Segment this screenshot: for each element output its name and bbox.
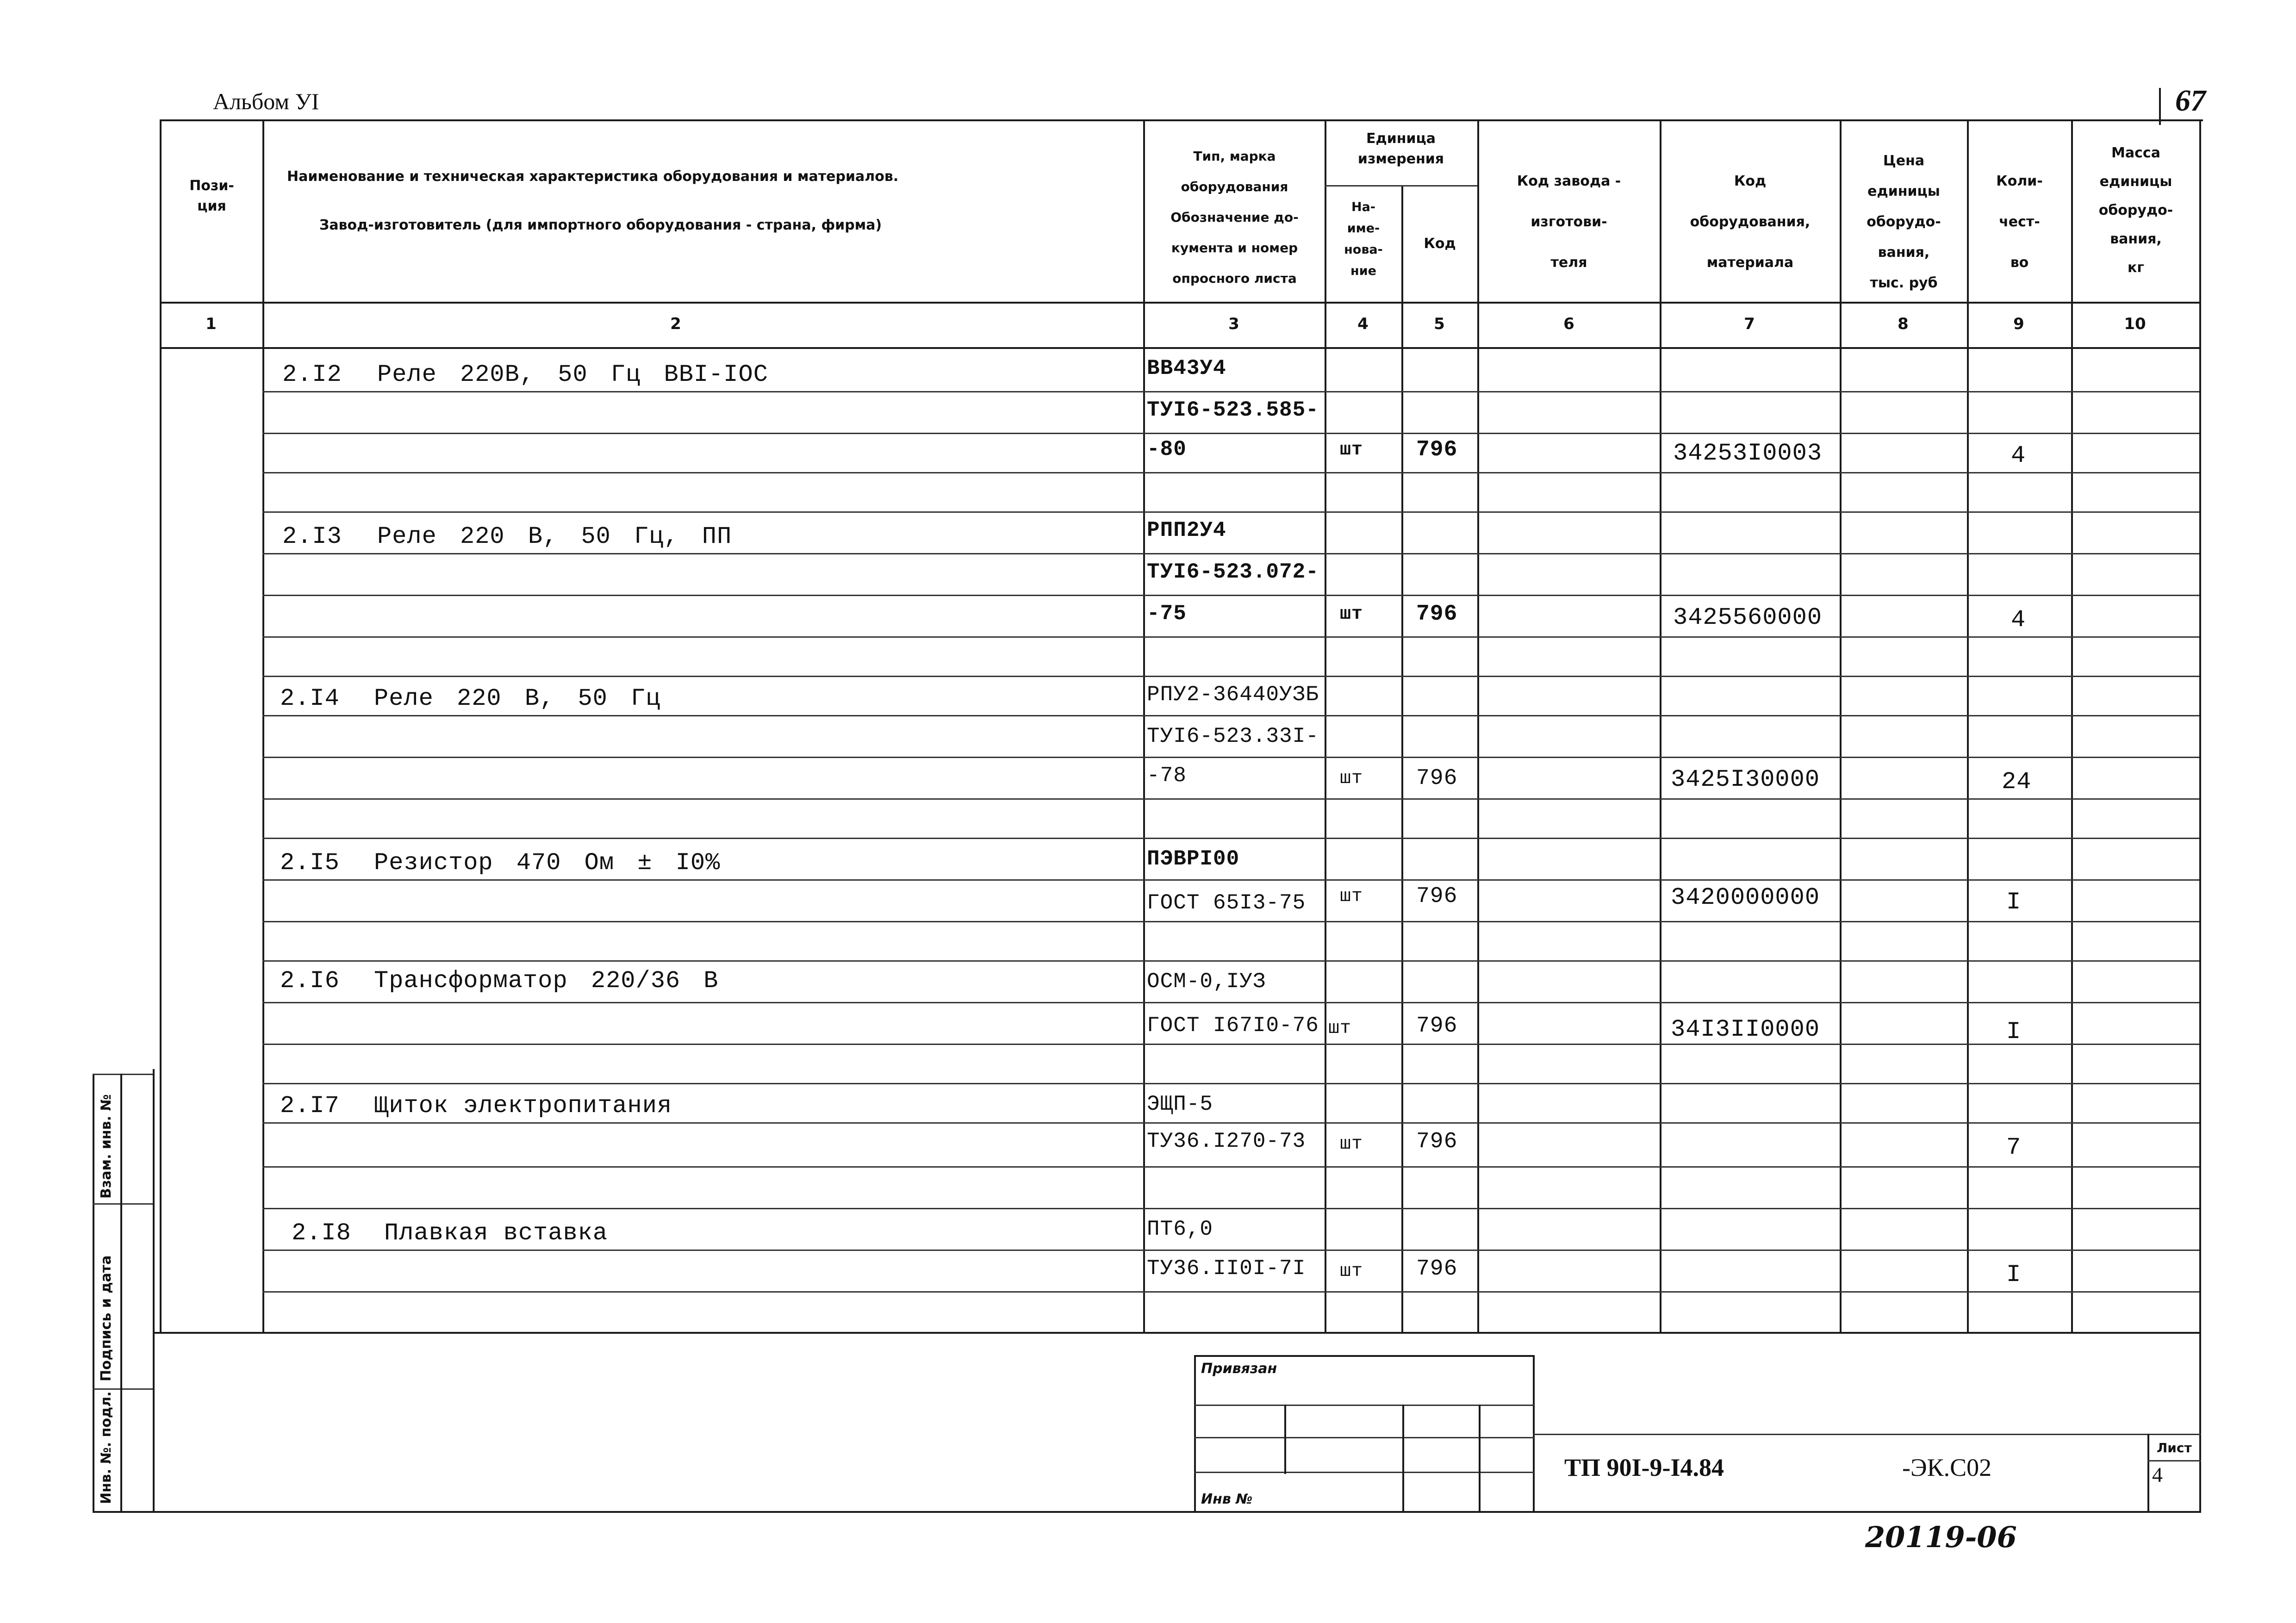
colnum-7: 7 — [1744, 315, 1755, 333]
header-name-line2: Завод-изготовитель (для импортного оборудования - страна, фирма) — [319, 217, 882, 233]
item-equip-code: 34I3II0000 — [1671, 1016, 1820, 1043]
frame-bottom-border — [93, 1511, 2201, 1513]
item-doc: ГОСТ I67I0-76 — [1147, 1014, 1319, 1038]
unit-header-sep — [1325, 185, 1477, 187]
item-type: ПЭВРI00 — [1147, 847, 1240, 871]
table-header-sep — [160, 302, 2201, 304]
table-bottom-border — [153, 1332, 2201, 1334]
row-line — [262, 1250, 2199, 1251]
colnum-2: 2 — [670, 315, 681, 333]
item-unit: шт — [1328, 1018, 1352, 1039]
header-qty: Коли- чест- во — [1996, 173, 2043, 271]
row-line — [262, 472, 2199, 473]
header-unit-code: Код — [1424, 236, 1456, 252]
item-position: 2.I5 — [280, 849, 340, 877]
item-position: 2.I7 — [280, 1092, 340, 1119]
stamp-col1 — [1284, 1405, 1286, 1474]
item-doc: ТУI6-523.072- — [1147, 560, 1319, 584]
row-line — [262, 921, 2199, 922]
item-doc-cont: -80 — [1147, 437, 1187, 461]
item-type: РПУ2-36440УЗБ — [1147, 683, 1319, 707]
item-qty: I — [2006, 1018, 2022, 1045]
row-line — [262, 757, 2199, 758]
stamp-inv-no: Инв № — [1201, 1491, 1253, 1507]
side-label-inv-repl: Взам. инв. № — [98, 1094, 114, 1199]
item-position: 2.I4 — [280, 685, 340, 712]
item-type: ЭЩП-5 — [1147, 1092, 1213, 1116]
item-unit-code: 796 — [1416, 1129, 1458, 1154]
doc-suffix: -ЭК.С02 — [1902, 1454, 1992, 1481]
row-line — [262, 1083, 2199, 1084]
item-qty: 4 — [2011, 442, 2026, 469]
row-line — [262, 1044, 2199, 1045]
header-unit: Единица измерения — [1357, 131, 1444, 167]
stamp-privyazan: Привязан — [1201, 1361, 1277, 1377]
row-line — [262, 595, 2199, 596]
header-type: Тип, марка оборудования Обозначение до- кумента и номер опросного листа — [1170, 149, 1299, 286]
item-doc: ТУI6-523.585- — [1147, 398, 1319, 422]
item-unit: шт — [1340, 1261, 1363, 1282]
table-colnum-sep — [160, 347, 2201, 349]
item-name: Реле 220 В, 50 Гц, ПП — [377, 523, 732, 550]
row-line — [262, 553, 2199, 554]
row-line — [262, 838, 2199, 839]
side-box-left — [93, 1074, 94, 1512]
item-type: ВВ43У4 — [1147, 356, 1226, 380]
doc-code: ТП 90I-9-I4.84 — [1564, 1454, 1724, 1481]
item-qty: I — [2006, 1261, 2022, 1288]
item-qty: 24 — [2002, 768, 2032, 796]
sheet-number: 4 — [2152, 1463, 2163, 1486]
stamp-box-left — [1194, 1355, 1196, 1512]
item-position: 2.I8 — [292, 1219, 351, 1247]
stamp-box-top — [1194, 1355, 1534, 1357]
row-line — [262, 433, 2199, 434]
row-line — [262, 879, 2199, 881]
row-line — [262, 960, 2199, 962]
item-doc-cont: -78 — [1147, 764, 1187, 788]
item-unit: шт — [1340, 768, 1363, 789]
item-equip-code: 34253I0003 — [1673, 440, 1823, 467]
item-type: РПП2У4 — [1147, 518, 1226, 542]
colnum-1: 1 — [205, 315, 217, 333]
col-sep-8 — [1967, 119, 1969, 1332]
row-line — [262, 1122, 2199, 1124]
item-type: ПТ6,0 — [1147, 1217, 1213, 1241]
colnum-9: 9 — [2013, 315, 2024, 333]
item-qty: 4 — [2011, 606, 2026, 634]
handwritten-note: 20119-06 — [1865, 1520, 2017, 1554]
item-equip-code: 3425560000 — [1673, 604, 1823, 631]
item-unit-code: 796 — [1416, 437, 1458, 462]
table-left-border — [160, 119, 162, 1332]
item-name: Плавкая вставка — [384, 1219, 608, 1247]
sheet-label-sep — [2147, 1460, 2201, 1461]
colnum-4: 4 — [1357, 315, 1369, 333]
side-label-inv-orig: Инв. №. подл. — [98, 1391, 114, 1504]
album-label: Альбом УI — [213, 88, 319, 114]
item-name: Резистор 470 Ом ± I0% — [374, 849, 721, 877]
stamp-row2 — [1194, 1437, 1534, 1438]
header-mass: Масса единицы оборудо- вания, кг — [2098, 145, 2173, 276]
colnum-8: 8 — [1898, 315, 1909, 333]
item-name: Реле 220 В, 50 Гц — [374, 685, 661, 712]
side-box-top — [93, 1074, 153, 1075]
item-doc: ТУI6-523.33I- — [1147, 724, 1319, 748]
stamp-col3 — [1479, 1405, 1481, 1512]
item-unit-code: 796 — [1416, 1256, 1458, 1281]
col-sep-7 — [1840, 119, 1842, 1332]
item-qty: I — [2006, 889, 2022, 916]
header-unit-name: На- име- нова- ние — [1344, 200, 1383, 278]
col-sep-6 — [1660, 119, 1661, 1332]
frame-left-border — [153, 1069, 155, 1512]
item-name: Реле 220В, 50 Гц ВВI-IOC — [377, 361, 768, 388]
title-block-top — [1533, 1434, 2201, 1435]
item-type: ОСМ-0,IУЗ — [1147, 970, 1266, 994]
stamp-row1 — [1194, 1405, 1534, 1406]
item-position: 2.I2 — [282, 361, 342, 388]
table-right-border — [2199, 119, 2201, 1512]
item-unit: шт — [1340, 440, 1363, 460]
item-qty: 7 — [2006, 1134, 2022, 1161]
header-position: Пози- ция — [189, 178, 234, 214]
header-price: Цена единицы оборудо- вания, тыс. руб — [1867, 153, 1941, 291]
item-unit-code: 796 — [1416, 884, 1458, 909]
row-line — [262, 636, 2199, 638]
header-maker-code: Код завода - изготови- теля — [1517, 173, 1621, 271]
stamp-row3 — [1194, 1472, 1534, 1473]
item-doc: ГОСТ 65I3-75 — [1147, 891, 1306, 915]
colnum-6: 6 — [1563, 315, 1574, 333]
colnum-10: 10 — [2124, 315, 2146, 333]
row-line — [262, 1002, 2199, 1003]
item-unit: шт — [1340, 1134, 1363, 1155]
side-box-sep1 — [93, 1203, 153, 1205]
item-unit: шт — [1340, 604, 1363, 625]
col-sep-2 — [1143, 119, 1145, 1332]
item-name: Щиток электропитания — [374, 1092, 672, 1119]
item-unit: шт — [1340, 886, 1363, 907]
row-line — [262, 715, 2199, 716]
row-line — [262, 391, 2199, 392]
item-equip-code: 3420000000 — [1671, 884, 1820, 911]
item-unit-code: 796 — [1416, 766, 1458, 791]
item-name: Трансформатор 220/36 В — [374, 967, 719, 995]
title-block-sheet-sep — [2147, 1434, 2149, 1512]
sheet-label: Лист — [2157, 1440, 2192, 1455]
header-equip-code: Код оборудования, материала — [1690, 173, 1811, 271]
item-unit-code: 796 — [1416, 1014, 1458, 1038]
item-position: 2.I6 — [280, 967, 340, 995]
header-name-line1: Наименование и техническая характеристика оборудования и материалов. — [287, 168, 899, 185]
side-label-signature: Подпись и дата — [98, 1255, 114, 1381]
col-sep-1 — [262, 119, 264, 1332]
row-line — [262, 798, 2199, 800]
row-line — [262, 511, 2199, 513]
item-doc: ТУ36.I270-73 — [1147, 1129, 1306, 1153]
row-line — [262, 1208, 2199, 1209]
table-top-border — [160, 119, 2203, 121]
col-sep-5 — [1477, 119, 1479, 1332]
side-box-sep2 — [93, 1388, 153, 1390]
row-line — [262, 1166, 2199, 1168]
row-line — [262, 676, 2199, 677]
colnum-3: 3 — [1228, 315, 1239, 333]
col-sep-3 — [1325, 119, 1326, 1332]
colnum-5: 5 — [1434, 315, 1445, 333]
page-number: 67 — [2175, 84, 2206, 118]
item-equip-code: 3425I30000 — [1671, 766, 1820, 793]
item-doc-cont: -75 — [1147, 602, 1187, 626]
row-line — [262, 1291, 2199, 1293]
item-position: 2.I3 — [282, 523, 342, 550]
side-box-inner — [120, 1074, 122, 1512]
col-sep-9 — [2071, 119, 2073, 1332]
item-doc: ТУ36.II0I-7I — [1147, 1256, 1306, 1281]
item-unit-code: 796 — [1416, 602, 1458, 627]
col-sep-4 — [1401, 185, 1403, 1332]
stamp-col2 — [1402, 1405, 1404, 1512]
